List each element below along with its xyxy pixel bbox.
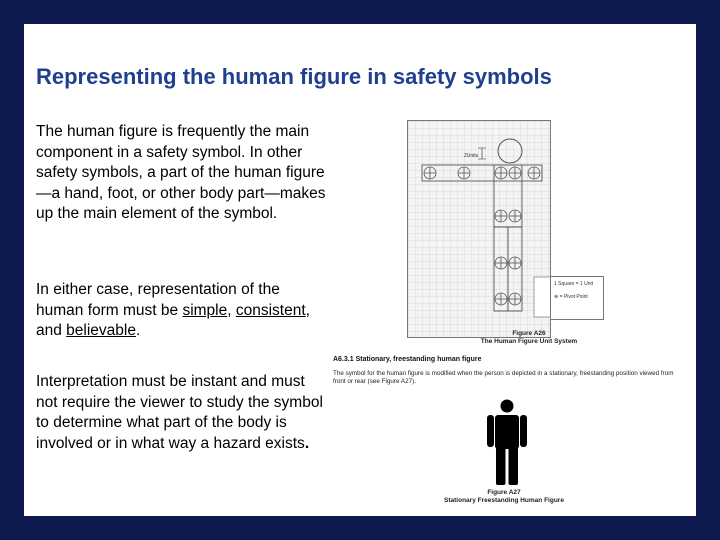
figure-a27-title: Figure A27 [487,489,521,496]
legend-box [534,277,550,317]
p2-simple: simple [182,301,228,319]
standing-human-figure-icon [486,399,528,485]
p3-period: . [304,434,310,452]
unit-grid-diagram [408,121,550,337]
p2-end: . [135,322,141,339]
legend-unit-text: 1 Square = 1 Unit [554,281,594,287]
p2-believable: believable [66,322,136,339]
figure-a26-subtitle: The Human Figure Unit System [480,338,578,345]
figure-a26-caption [449,330,609,346]
figure-a27-subtitle: Stationary Freestanding Human Figure [444,497,564,504]
slide [24,24,696,516]
section-body: The symbol for the human figure is modified when the person is depicted in a stationary, freestanding position viewed from front or rear (see Figure A27). [333,370,674,385]
figure-a27-caption [414,489,594,505]
p3-text: Interpretation must be instant and must not require the viewer to study the symbol to determine what part of the body is involved or in what way a hazard exists [36,373,323,452]
p2-consistent: consistent [235,301,306,319]
paragraph-intro: The human figure is frequently the main component in a safety symbol. In other safety symbols, a part of the human figure—a hand, foot, or other body part—makes up the main element of the symbol. [36,123,326,222]
figure-a26-title: Figure A26 [512,330,546,337]
legend-pivot-row [554,294,600,301]
p2-text-start: In either case, representation of the human form must be [36,281,280,319]
legend-pivot-text: = Pivot Point [559,294,588,300]
legend-panel [550,276,604,320]
figure-a26-grid [407,120,551,338]
dimension-label: 2Units [464,153,479,159]
p2-comma: , [227,301,236,319]
p2-and: , and [36,301,310,339]
slide-title: Representing the human figure in safety symbols [36,64,552,89]
paragraph-representation [36,280,326,342]
paragraph-interpretation [36,372,326,454]
pivot-symbol-icon: ⊕ [554,294,559,300]
section-heading: A6.3.1 Stationary, freestanding human figure [333,356,482,363]
